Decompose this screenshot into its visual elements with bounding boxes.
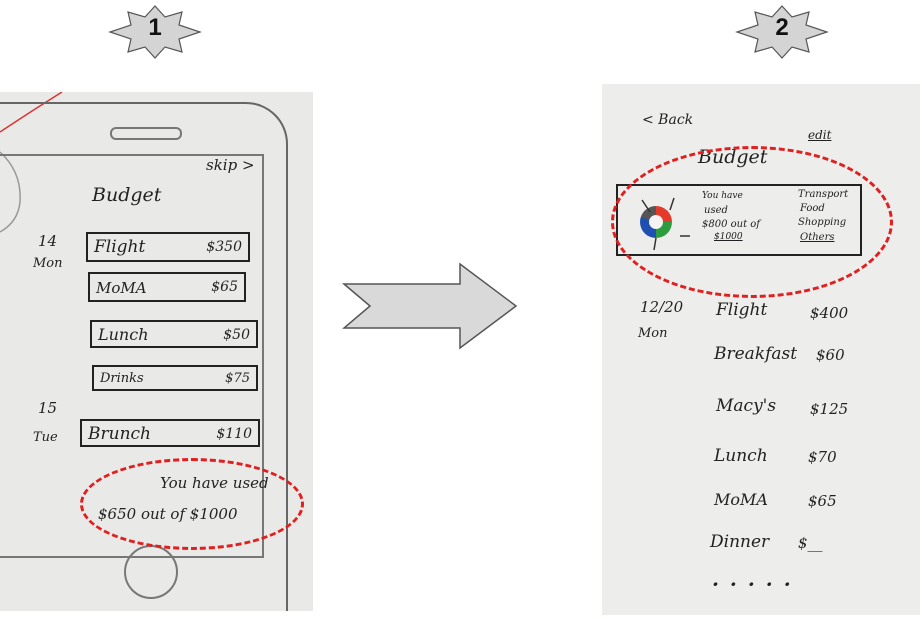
expense-name[interactable]: MoMA bbox=[714, 490, 768, 509]
expense-name[interactable]: Breakfast bbox=[714, 344, 798, 364]
expense-amount: $400 bbox=[810, 304, 849, 322]
expense-name: Brunch bbox=[88, 424, 151, 444]
expense-name[interactable]: Flight bbox=[716, 300, 768, 320]
expense-amount: $65 bbox=[808, 492, 837, 510]
expense-row[interactable] bbox=[88, 272, 246, 302]
step-2-label: 2 bbox=[775, 14, 789, 41]
step-1-label: 1 bbox=[148, 14, 162, 41]
expense-name: MoMA bbox=[96, 279, 147, 297]
day-weekday: Mon bbox=[33, 256, 63, 271]
used-line2: used bbox=[704, 205, 728, 216]
expense-row[interactable] bbox=[80, 419, 260, 447]
expense-name: Lunch bbox=[98, 325, 149, 344]
weekday-label: Mon bbox=[638, 326, 668, 341]
expense-amount: $70 bbox=[808, 448, 837, 466]
used-line4: $1000 bbox=[714, 232, 743, 242]
transition-arrow bbox=[342, 262, 520, 350]
day-number: 15 bbox=[38, 399, 58, 417]
day-number: 14 bbox=[38, 232, 58, 250]
day-weekday: Tue bbox=[33, 430, 58, 445]
expense-amount: $350 bbox=[206, 239, 242, 255]
legend-transport: Transport bbox=[798, 189, 849, 200]
usage-summary-line1: You have used bbox=[160, 474, 269, 492]
edit-link[interactable]: edit bbox=[808, 128, 832, 142]
expense-row[interactable] bbox=[92, 365, 258, 391]
expense-row[interactable] bbox=[86, 232, 250, 262]
expense-name: Flight bbox=[94, 237, 146, 257]
skip-link[interactable]: skip > bbox=[206, 156, 255, 174]
legend-shopping: Shopping bbox=[798, 217, 847, 228]
highlight-ellipse-usage bbox=[80, 458, 304, 550]
budget-title: Budget bbox=[92, 184, 162, 206]
expense-row[interactable] bbox=[90, 320, 258, 348]
used-line3: $800 out of bbox=[702, 219, 761, 230]
budget-title: Budget bbox=[698, 146, 768, 168]
legend-others: Others bbox=[800, 232, 835, 243]
expense-amount: $65 bbox=[211, 279, 238, 295]
expense-name[interactable]: Lunch bbox=[714, 446, 768, 466]
date-label: 12/20 bbox=[640, 298, 684, 316]
highlight-ellipse-summary bbox=[611, 146, 893, 298]
legend-food: Food bbox=[800, 203, 825, 214]
usage-summary-line2: $650 out of $1000 bbox=[98, 505, 238, 523]
expense-name: Drinks bbox=[100, 371, 144, 386]
back-link[interactable]: < Back bbox=[642, 112, 694, 128]
more-ellipsis: · · · · · bbox=[712, 572, 793, 596]
expense-amount: $50 bbox=[223, 327, 250, 343]
expense-amount: $125 bbox=[810, 400, 849, 418]
expense-amount: $110 bbox=[216, 426, 252, 442]
expense-amount: $60 bbox=[816, 346, 845, 364]
expense-amount: $75 bbox=[225, 371, 250, 386]
used-line1: You have bbox=[702, 191, 743, 201]
phone-speaker bbox=[110, 127, 182, 140]
expense-name[interactable]: Macy's bbox=[716, 396, 777, 416]
expense-name[interactable]: Dinner bbox=[710, 532, 770, 552]
home-button bbox=[124, 545, 178, 599]
expense-amount-input[interactable]: $__ bbox=[798, 534, 823, 552]
